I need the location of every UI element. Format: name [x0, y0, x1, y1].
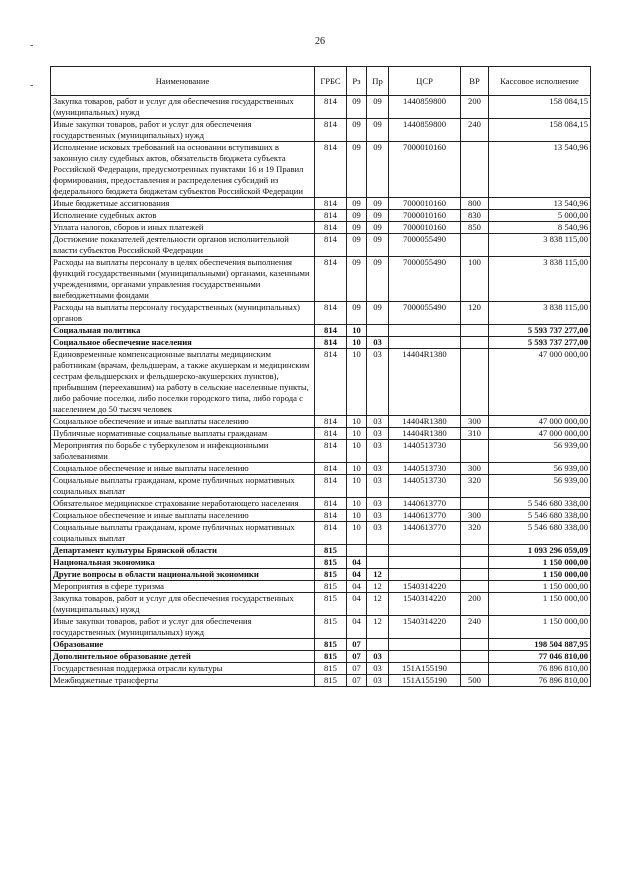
- row-csr: [389, 325, 461, 337]
- table-row: [51, 569, 591, 581]
- row-grbs: 814: [315, 257, 347, 302]
- row-pr: 12: [367, 569, 389, 581]
- row-csr: 1440859800: [389, 119, 461, 142]
- row-vr: [461, 337, 489, 349]
- row-rz: 09: [347, 210, 367, 222]
- table-row: [51, 639, 591, 651]
- row-name: Иные бюджетные ассигнования: [51, 198, 315, 210]
- row-csr: 7000055490: [389, 257, 461, 302]
- row-pr: 12: [367, 593, 389, 616]
- row-rz: 10: [347, 510, 367, 522]
- row-rz: 09: [347, 234, 367, 257]
- row-grbs: 814: [315, 142, 347, 198]
- table-row: [51, 545, 591, 557]
- row-rz: 09: [347, 142, 367, 198]
- row-amount: 1 150 000,00: [489, 616, 591, 639]
- row-name: Межбюджетные трансферты: [51, 675, 315, 687]
- row-name: Исполнение исковых требований на основании вступивших в законную силу судебных актов, обязательств бюджета субъекта Российской Федерации, предусмотренных пунктами 16 и 19 Правил формирования, предоставления и распределения субсидий из федерального бюджета бюджетам субъектов Российской Федерации: [51, 142, 315, 198]
- row-vr: [461, 142, 489, 198]
- row-rz: 10: [347, 349, 367, 416]
- row-csr: 1440613770: [389, 498, 461, 510]
- table-row: [51, 325, 591, 337]
- row-rz: 10: [347, 440, 367, 463]
- row-csr: [389, 337, 461, 349]
- row-csr: 7000010160: [389, 142, 461, 198]
- row-amount: 47 000 000,00: [489, 416, 591, 428]
- row-grbs: 815: [315, 557, 347, 569]
- row-csr: 1440613770: [389, 510, 461, 522]
- col-header-pr: Пр: [367, 67, 389, 96]
- row-amount: 3 838 115,00: [489, 234, 591, 257]
- row-name: Социальное обеспечение и иные выплаты населению: [51, 416, 315, 428]
- row-csr: 1440513730: [389, 475, 461, 498]
- row-amount: 1 150 000,00: [489, 593, 591, 616]
- row-amount: 13 540,96: [489, 198, 591, 210]
- row-rz: 04: [347, 616, 367, 639]
- row-rz: [347, 545, 367, 557]
- row-rz: 09: [347, 257, 367, 302]
- row-name: Расходы на выплаты персоналу в целях обеспечения выполнения функций государственными (муниципальными) органами, казенными учреждениями, органами управления государственными внебюджетными фондами: [51, 257, 315, 302]
- table-row: [51, 337, 591, 349]
- row-grbs: 815: [315, 593, 347, 616]
- row-vr: [461, 498, 489, 510]
- row-amount: 1 093 296 059,09: [489, 545, 591, 557]
- table-row: [51, 198, 591, 210]
- row-vr: 850: [461, 222, 489, 234]
- row-name: Обязательное медицинское страхование неработающего населения: [51, 498, 315, 510]
- row-amount: 5 546 680 338,00: [489, 498, 591, 510]
- row-vr: 830: [461, 210, 489, 222]
- row-csr: 14404R1380: [389, 349, 461, 416]
- row-grbs: 815: [315, 663, 347, 675]
- row-csr: [389, 545, 461, 557]
- row-name: Уплата налогов, сборов и иных платежей: [51, 222, 315, 234]
- table-row: [51, 302, 591, 325]
- row-amount: 198 504 887,95: [489, 639, 591, 651]
- row-csr: 7000055490: [389, 234, 461, 257]
- row-vr: 240: [461, 119, 489, 142]
- row-rz: 07: [347, 651, 367, 663]
- col-header-name: Наименование: [51, 67, 315, 96]
- row-amount: 77 046 810,00: [489, 651, 591, 663]
- table-header-row: [51, 67, 591, 96]
- row-name: Образование: [51, 639, 315, 651]
- row-csr: 7000010160: [389, 222, 461, 234]
- row-grbs: 815: [315, 675, 347, 687]
- row-grbs: 814: [315, 198, 347, 210]
- row-vr: 300: [461, 463, 489, 475]
- col-header-grbs: ГРБС: [315, 67, 347, 96]
- row-csr: [389, 569, 461, 581]
- table-row: [51, 440, 591, 463]
- row-pr: 09: [367, 302, 389, 325]
- col-header-rz: Рз: [347, 67, 367, 96]
- row-name: Закупка товаров, работ и услуг для обеспечения государственных (муниципальных) нужд: [51, 593, 315, 616]
- row-grbs: 814: [315, 119, 347, 142]
- row-rz: 10: [347, 428, 367, 440]
- row-csr: 1540314220: [389, 616, 461, 639]
- table-row: [51, 210, 591, 222]
- row-grbs: 814: [315, 510, 347, 522]
- table-row: [51, 349, 591, 416]
- row-vr: [461, 651, 489, 663]
- row-pr: 09: [367, 119, 389, 142]
- row-vr: 310: [461, 428, 489, 440]
- row-pr: 09: [367, 234, 389, 257]
- row-vr: 320: [461, 522, 489, 545]
- row-csr: 1440613770: [389, 522, 461, 545]
- row-csr: 7000010160: [389, 210, 461, 222]
- row-grbs: 815: [315, 545, 347, 557]
- row-name: Единовременные компенсационные выплаты медицинским работникам (врачам, фельдшерам, а также акушеркам и медицинским сестрам фельдшерских и фельдшерско-акушерских пунктов), прибывшим (переехавшим) на работу в сельские населенные пункты, либо рабочие поселки, либо поселки городского типа, либо города с населением до 50 тысяч человек: [51, 349, 315, 416]
- row-amount: 76 896 810,00: [489, 663, 591, 675]
- row-amount: 5 000,00: [489, 210, 591, 222]
- row-grbs: 814: [315, 349, 347, 416]
- row-grbs: 814: [315, 475, 347, 498]
- row-name: Иные закупки товаров, работ и услуг для обеспечения государственных (муниципальных) нужд: [51, 616, 315, 639]
- row-grbs: 815: [315, 569, 347, 581]
- row-grbs: 814: [315, 498, 347, 510]
- row-rz: 10: [347, 463, 367, 475]
- row-vr: [461, 349, 489, 416]
- row-grbs: 814: [315, 522, 347, 545]
- row-grbs: 814: [315, 337, 347, 349]
- row-amount: 5 546 680 338,00: [489, 510, 591, 522]
- row-csr: 14404R1380: [389, 428, 461, 440]
- row-name: Достижение показателей деятельности органов исполнительной власти субъектов Российской Федерации: [51, 234, 315, 257]
- row-pr: 09: [367, 257, 389, 302]
- row-pr: 03: [367, 498, 389, 510]
- row-amount: 56 939,00: [489, 463, 591, 475]
- row-amount: 76 896 810,00: [489, 675, 591, 687]
- row-rz: 04: [347, 593, 367, 616]
- row-vr: [461, 545, 489, 557]
- row-grbs: 814: [315, 325, 347, 337]
- row-pr: [367, 557, 389, 569]
- row-vr: 240: [461, 616, 489, 639]
- table-row: [51, 557, 591, 569]
- row-amount: 5 593 737 277,00: [489, 337, 591, 349]
- row-amount: 8 540,96: [489, 222, 591, 234]
- row-pr: 03: [367, 522, 389, 545]
- row-grbs: 814: [315, 222, 347, 234]
- row-csr: 14404R1380: [389, 416, 461, 428]
- row-vr: 200: [461, 96, 489, 119]
- row-vr: 300: [461, 416, 489, 428]
- row-rz: 10: [347, 498, 367, 510]
- table-row: [51, 616, 591, 639]
- row-vr: 120: [461, 302, 489, 325]
- row-grbs: 814: [315, 96, 347, 119]
- row-vr: 500: [461, 675, 489, 687]
- row-rz: 10: [347, 522, 367, 545]
- row-pr: 03: [367, 337, 389, 349]
- row-rz: 04: [347, 557, 367, 569]
- row-name: Государственная поддержка отрасли культуры: [51, 663, 315, 675]
- row-name: Исполнение судебных актов: [51, 210, 315, 222]
- row-csr: 151A155190: [389, 663, 461, 675]
- table-row: [51, 416, 591, 428]
- table-row: [51, 142, 591, 198]
- row-name: Социальное обеспечение и иные выплаты населению: [51, 463, 315, 475]
- row-amount: 3 838 115,00: [489, 302, 591, 325]
- row-grbs: 815: [315, 639, 347, 651]
- row-grbs: 814: [315, 302, 347, 325]
- row-vr: [461, 639, 489, 651]
- col-header-vr: ВР: [461, 67, 489, 96]
- row-amount: 1 150 000,00: [489, 557, 591, 569]
- row-csr: [389, 557, 461, 569]
- row-vr: 100: [461, 257, 489, 302]
- row-csr: 1440513730: [389, 463, 461, 475]
- row-vr: 200: [461, 593, 489, 616]
- table-row: [51, 593, 591, 616]
- row-vr: 320: [461, 475, 489, 498]
- table-row: [51, 428, 591, 440]
- row-pr: [367, 545, 389, 557]
- row-csr: 1440513730: [389, 440, 461, 463]
- page-number: 26: [315, 36, 325, 47]
- row-amount: 1 150 000,00: [489, 581, 591, 593]
- row-rz: 04: [347, 569, 367, 581]
- scan-mark: -: [30, 40, 34, 51]
- table-row: [51, 510, 591, 522]
- row-rz: 10: [347, 416, 367, 428]
- row-pr: [367, 639, 389, 651]
- row-name: Мероприятия в сфере туризма: [51, 581, 315, 593]
- row-grbs: 815: [315, 651, 347, 663]
- row-vr: [461, 325, 489, 337]
- table-row: [51, 522, 591, 545]
- row-csr: [389, 639, 461, 651]
- row-csr: 7000010160: [389, 198, 461, 210]
- row-pr: 03: [367, 663, 389, 675]
- row-pr: 12: [367, 581, 389, 593]
- row-vr: [461, 581, 489, 593]
- table-row: [51, 234, 591, 257]
- table-row: [51, 675, 591, 687]
- row-pr: 03: [367, 510, 389, 522]
- row-name: Департамент культуры Брянской области: [51, 545, 315, 557]
- row-amount: 5 593 737 277,00: [489, 325, 591, 337]
- row-name: Социальная политика: [51, 325, 315, 337]
- table-row: [51, 498, 591, 510]
- row-csr: 151A155190: [389, 675, 461, 687]
- table-row: [51, 222, 591, 234]
- table-row: [51, 119, 591, 142]
- col-header-csr: ЦСР: [389, 67, 461, 96]
- row-grbs: 814: [315, 440, 347, 463]
- row-csr: 1440859800: [389, 96, 461, 119]
- row-amount: 47 000 000,00: [489, 428, 591, 440]
- row-pr: 03: [367, 675, 389, 687]
- row-rz: 07: [347, 675, 367, 687]
- row-pr: 09: [367, 198, 389, 210]
- row-vr: [461, 557, 489, 569]
- row-amount: 56 939,00: [489, 440, 591, 463]
- row-rz: 10: [347, 337, 367, 349]
- row-csr: 1540314220: [389, 581, 461, 593]
- row-name: Социальное обеспечение и иные выплаты населению: [51, 510, 315, 522]
- col-header-amount: Кассовое исполнение: [489, 67, 591, 96]
- row-pr: [367, 325, 389, 337]
- row-rz: 09: [347, 198, 367, 210]
- row-name: Социальное обеспечение населения: [51, 337, 315, 349]
- budget-table: [50, 66, 591, 687]
- row-name: Иные закупки товаров, работ и услуг для обеспечения государственных (муниципальных) нужд: [51, 119, 315, 142]
- row-rz: 09: [347, 302, 367, 325]
- row-rz: 10: [347, 475, 367, 498]
- row-name: Публичные нормативные социальные выплаты гражданам: [51, 428, 315, 440]
- row-pr: 03: [367, 475, 389, 498]
- row-pr: 03: [367, 440, 389, 463]
- row-vr: [461, 440, 489, 463]
- row-pr: 03: [367, 651, 389, 663]
- row-name: Другие вопросы в области национальной экономики: [51, 569, 315, 581]
- row-name: Расходы на выплаты персоналу государственных (муниципальных) органов: [51, 302, 315, 325]
- row-amount: 56 939,00: [489, 475, 591, 498]
- row-vr: [461, 234, 489, 257]
- scan-mark: -: [30, 80, 34, 91]
- row-grbs: 815: [315, 616, 347, 639]
- row-pr: 12: [367, 616, 389, 639]
- row-name: Дополнительное образование детей: [51, 651, 315, 663]
- row-name: Социальные выплаты гражданам, кроме публичных нормативных социальных выплат: [51, 522, 315, 545]
- row-pr: 09: [367, 222, 389, 234]
- row-grbs: 815: [315, 581, 347, 593]
- row-grbs: 814: [315, 210, 347, 222]
- row-csr: 1540314220: [389, 593, 461, 616]
- row-pr: 03: [367, 463, 389, 475]
- row-vr: 300: [461, 510, 489, 522]
- row-pr: 03: [367, 428, 389, 440]
- row-pr: 09: [367, 142, 389, 198]
- row-rz: 10: [347, 325, 367, 337]
- table-row: [51, 651, 591, 663]
- table-row: [51, 96, 591, 119]
- row-pr: 03: [367, 349, 389, 416]
- row-amount: 158 084,15: [489, 96, 591, 119]
- row-name: Национальная экономика: [51, 557, 315, 569]
- row-grbs: 814: [315, 234, 347, 257]
- row-pr: 09: [367, 210, 389, 222]
- row-rz: 09: [347, 222, 367, 234]
- row-grbs: 814: [315, 463, 347, 475]
- table-row: [51, 663, 591, 675]
- row-rz: 07: [347, 663, 367, 675]
- row-rz: 09: [347, 119, 367, 142]
- row-name: Социальные выплаты гражданам, кроме публичных нормативных социальных выплат: [51, 475, 315, 498]
- table-row: [51, 257, 591, 302]
- row-vr: [461, 569, 489, 581]
- table-row: [51, 581, 591, 593]
- row-grbs: 814: [315, 416, 347, 428]
- table-row: [51, 475, 591, 498]
- row-pr: 09: [367, 96, 389, 119]
- row-amount: 3 838 115,00: [489, 257, 591, 302]
- row-amount: 158 084,15: [489, 119, 591, 142]
- row-amount: 13 540,96: [489, 142, 591, 198]
- row-grbs: 814: [315, 428, 347, 440]
- table-row: [51, 463, 591, 475]
- row-name: Закупка товаров, работ и услуг для обеспечения государственных (муниципальных) нужд: [51, 96, 315, 119]
- row-pr: 03: [367, 416, 389, 428]
- row-name: Мероприятия по борьбе с туберкулезом и инфекционными заболеваниями: [51, 440, 315, 463]
- row-rz: 04: [347, 581, 367, 593]
- row-csr: [389, 651, 461, 663]
- row-rz: 07: [347, 639, 367, 651]
- row-rz: 09: [347, 96, 367, 119]
- row-vr: [461, 663, 489, 675]
- row-amount: 5 546 680 338,00: [489, 522, 591, 545]
- row-csr: 7000055490: [389, 302, 461, 325]
- row-amount: 47 000 000,00: [489, 349, 591, 416]
- row-amount: 1 150 000,00: [489, 569, 591, 581]
- row-vr: 800: [461, 198, 489, 210]
